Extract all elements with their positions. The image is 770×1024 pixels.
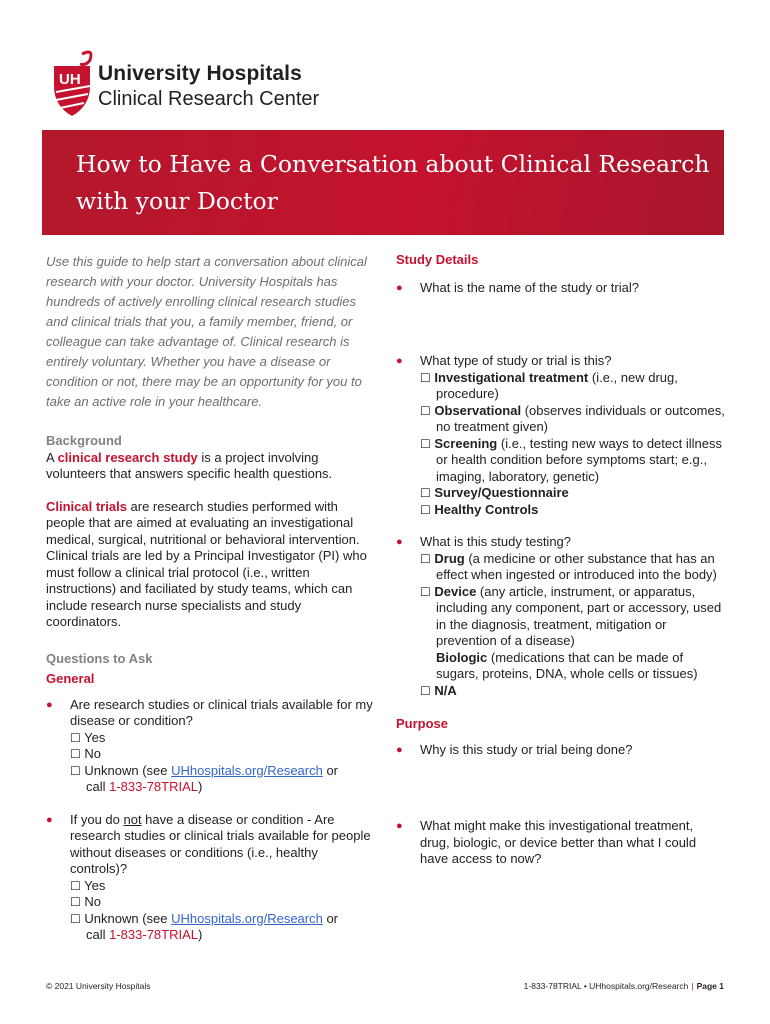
question-study-testing: ● What is this study testing? ☐ Drug (a medicine or other substance that has an effect when ingested or introduced into the body) ☐ Device (any article, instrument, or apparatus, including any component, part or accessory, used in the diagnosis, treatment, mitigation or prevention of a disease) Biologic (medications that can be made of sugars, proteins, DNA, whole cells or tissues) ☐ N/A bbox=[396, 534, 726, 699]
phone-number: 1-833-78TRIAL bbox=[109, 779, 199, 794]
research-link[interactable]: UHhospitals.org/Research bbox=[171, 762, 323, 778]
question-healthy: ● If you do not have a disease or condition - Are research studies or clinical trials available for people without diseases or conditions (i.e., healthy controls)? ☐ Yes ☐ No ☐ Unknown (see UHhospitals.org/Research or call 1-833-78TRIAL) bbox=[46, 812, 376, 944]
checkbox-icon: ☐ bbox=[420, 584, 431, 599]
checkbox-icon: ☐ bbox=[70, 878, 81, 893]
option-healthy-controls[interactable]: ☐ Healthy Controls bbox=[420, 501, 539, 517]
option-no[interactable]: ☐ No bbox=[70, 894, 102, 909]
checkbox-icon: ☐ bbox=[70, 730, 81, 745]
bullet-icon: ● bbox=[46, 813, 53, 826]
checkbox-icon: ☐ bbox=[70, 895, 81, 909]
checkbox-icon: ☐ bbox=[70, 763, 81, 778]
bullet-icon: ● bbox=[396, 536, 403, 548]
checkbox-icon: ☐ bbox=[420, 683, 431, 698]
call-line: call 1-833-78TRIAL) bbox=[86, 779, 203, 794]
checkbox-icon: ☐ bbox=[420, 551, 431, 566]
question-disease: ● Are research studies or clinical trials available for my disease or condition? ☐ Yes ☐ No ☐ Unknown (see UHhospitals.org/Research or call 1-833-78TRIAL) bbox=[46, 697, 376, 796]
call-line: call 1-833-78TRIAL) bbox=[86, 927, 203, 942]
question-why: ● Why is this study or trial being done? bbox=[396, 741, 633, 757]
checkbox-icon: ☐ bbox=[420, 370, 431, 385]
footer-contact: 1-833-78TRIAL • UHhospitals.org/Research | Page 1 bbox=[523, 981, 724, 991]
org-name: University Hospitals bbox=[98, 62, 302, 85]
questions-heading: Questions to Ask bbox=[46, 650, 153, 666]
option-investigational[interactable]: ☐ Investigational treatment (i.e., new drug, procedure) bbox=[420, 369, 678, 401]
right-column bbox=[396, 252, 726, 868]
option-observational[interactable]: ☐ Observational (observes individuals or outcomes, no treatment given) bbox=[420, 402, 725, 434]
option-screening[interactable]: ☐ Screening (i.e., testing new ways to detect illness or health condition before symptoms start; e.g., imaging, laboratory, genetic) bbox=[420, 435, 722, 484]
bullet-icon: ● bbox=[396, 281, 403, 294]
option-unknown[interactable]: ☐ Unknown (see UHhospitals.org/Research or bbox=[70, 910, 339, 926]
option-unknown[interactable]: ☐ Unknown (see UHhospitals.org/Research or bbox=[70, 762, 339, 778]
title-banner bbox=[42, 130, 724, 235]
bullet-icon: ● bbox=[396, 355, 403, 367]
research-link[interactable]: UHhospitals.org/Research bbox=[171, 910, 323, 926]
bullet-icon: ● bbox=[396, 820, 403, 832]
option-yes[interactable]: ☐ Yes bbox=[70, 729, 106, 745]
background-paragraph-1: A clinical research study is a project involving volunteers that answers specific health questions. bbox=[46, 449, 333, 481]
left-column bbox=[46, 252, 376, 944]
question-study-type: ● What type of study or trial is this? ☐ Investigational treatment (i.e., new drug, procedure) ☐ Observational (observes individuals or outcomes, no treatment given) ☐ Screening (i.e., testing new ways to detect illness or health condition before symptoms start; e.g., imaging, laboratory, genetic) ☐ Survey/Questionnaire ☐ Healthy Controls bbox=[396, 353, 725, 517]
background-paragraph-2: Clinical trials are research studies performed with people that are aimed at evaluating an investigational medical, surgical, nutritional or behavioral intervention. Clinical trials are led by a Principal Investigator (PI) who must follow a clinical trial protocol (i.e., written instructions) and faciliated by study teams, which can include research nurse specialists and study coordinators. bbox=[46, 498, 367, 629]
option-no[interactable]: ☐ No bbox=[70, 746, 102, 761]
page-number: Page 1 bbox=[696, 981, 724, 991]
center-name: Clinical Research Center bbox=[98, 88, 320, 110]
option-na[interactable]: ☐ N/A bbox=[420, 682, 457, 698]
question-better: ● What might make this investigational treatment, drug, biologic, or device better than what I could have access to now? bbox=[396, 818, 697, 866]
checkbox-icon: ☐ bbox=[420, 486, 431, 500]
copyright: © 2021 University Hospitals bbox=[46, 981, 151, 991]
purpose-heading: Purpose bbox=[396, 716, 449, 731]
page-title: How to Have a Conversation about Clinical Research with your Doctor bbox=[76, 150, 710, 215]
checkbox-icon: ☐ bbox=[70, 747, 81, 761]
phone-number: 1-833-78TRIAL bbox=[109, 927, 199, 942]
checkbox-icon: ☐ bbox=[70, 911, 81, 926]
question-study-name: ● What is the name of the study or trial? bbox=[396, 279, 639, 295]
checkbox-icon: ☐ bbox=[420, 436, 431, 451]
intro-text: Use this guide to help start a conversation about clinical research with your doctor. University Hospitals has hundreds of actively enrolling clinical research studies and clinical trials that you, a family member, friend, or colleague can take advantage of. Clinical research is entirely voluntary. Whether you have a disease or condition or not, there may be an opportunity for you to take an active role in your healthcare. bbox=[46, 254, 367, 409]
checkbox-icon: ☐ bbox=[420, 403, 431, 418]
option-drug[interactable]: ☐ Drug (a medicine or other substance that has an effect when ingested or introduced into the body) bbox=[420, 550, 717, 582]
option-yes[interactable]: ☐ Yes bbox=[70, 877, 106, 893]
bullet-icon: ● bbox=[46, 698, 53, 711]
option-device[interactable]: ☐ Device (any article, instrument, or apparatus, including any component, part or accessory, used in the diagnosis, treatment, mitigation or prevention of a disease) bbox=[420, 583, 722, 648]
logo-mark-text: UH bbox=[59, 71, 81, 88]
bullet-icon: ● bbox=[396, 743, 403, 756]
background-heading: Background bbox=[46, 433, 122, 448]
checkbox-icon: ☐ bbox=[420, 502, 431, 517]
general-heading: General bbox=[46, 671, 95, 686]
option-biologic: Biologic (medications that can be made of sugars, proteins, DNA, whole cells or tissues) bbox=[436, 649, 698, 681]
study-details-heading: Study Details bbox=[396, 252, 479, 267]
option-survey[interactable]: ☐ Survey/Questionnaire bbox=[420, 485, 569, 500]
